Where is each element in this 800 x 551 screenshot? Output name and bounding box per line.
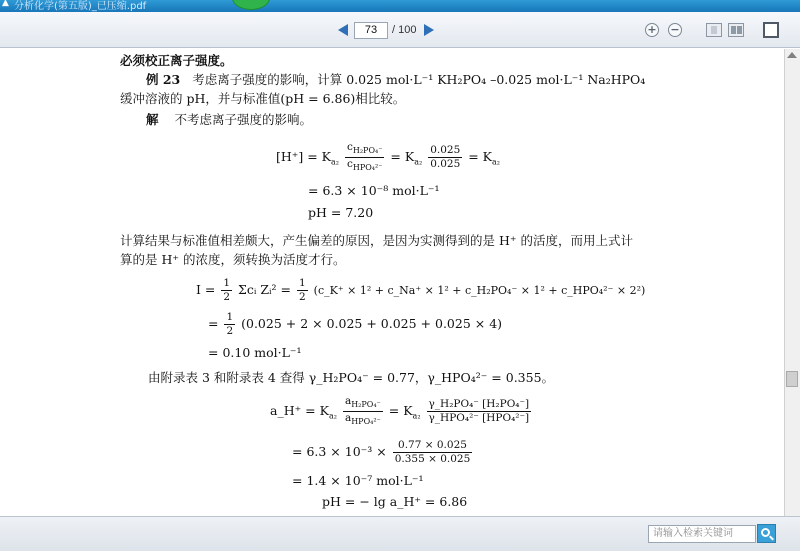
paragraph-2: 算的是 H⁺ 的浓度，须转换为活度才行。: [120, 252, 346, 267]
eq5-half-fraction: $\frac{1}{2}$: [226, 311, 234, 337]
eq8-left: = 6.3 × 10⁻³ ×: [292, 444, 391, 459]
paragraph-1: 计算结果与标准值相差颇大，产生偏差的原因，是因为实测得到的是 H⁺ 的活度，而用上式计: [120, 233, 633, 248]
eq4-left: I =: [196, 282, 220, 297]
eq7-mid: = K: [388, 403, 413, 419]
page-number-input[interactable]: 73: [354, 22, 388, 39]
eq8-fraction: [393, 439, 473, 466]
eq7-den: γ_HPO₄²⁻ [HPO₄²⁻]: [428, 412, 530, 425]
eq1-num: 0.025: [430, 144, 461, 157]
toolbar: [0, 12, 800, 48]
eq1-right: = K: [468, 149, 493, 165]
eq5-rest: (0.025 + 2 × 0.025 + 0.025 + 0.025 × 4): [241, 316, 503, 331]
eq1-mid: = K: [390, 149, 415, 165]
eq7-left: a_H⁺ = K: [270, 403, 329, 419]
window-title: 分析化学(第五版)_已压缩.pdf: [14, 1, 147, 12]
eq7-gamma-fraction: [427, 398, 532, 425]
equation-5: = $\frac{1}{2}$ (0.025 + 2 × 0.025 + 0.025 + 0.025 × 4): [208, 311, 503, 337]
search-button[interactable]: [757, 524, 776, 543]
equation-7: a_H⁺ = $K_{a_2}$ $\frac{a_{H_2PO_4^-}}{a_{HPO_4^{2-}}}$ = $K_{a_2}$ $\frac{\text{γ\_H₂PO₄⁻ [H₂PO₄⁻]}}{\text{γ\_HPO₄²⁻ [HPO₄²⁻]}}$: [270, 395, 530, 427]
page-total: / 100: [392, 24, 417, 36]
eq4-rest: (c_K⁺ × 1² + c_Na⁺ × 1² + c_H₂PO₄⁻ × 1² + c_HPO₄²⁻ × 2²): [313, 284, 646, 297]
example-label: 例 23: [146, 72, 181, 87]
next-page-icon[interactable]: [424, 24, 434, 36]
paragraph-3: 由附录表 3 和附录表 4 查得 γ_H₂PO₄⁻ = 0.77，γ_HPO₄²⁻ = 0.355。: [148, 370, 555, 385]
eq1-value-fraction: [428, 144, 462, 171]
eq7-num: γ_H₂PO₄⁻ [H₂PO₄⁻]: [428, 398, 530, 411]
eq7-activity-fraction: $\frac{a_{H_2PO_4^-}}{a_{HPO_4^{2-}}}$: [344, 395, 381, 427]
example-line-1: [146, 70, 645, 88]
solution-line: [146, 110, 312, 128]
fit-page-icon[interactable]: [763, 22, 779, 38]
doc-line-1: 必须校正离子强度。: [120, 53, 233, 68]
zoom-out-icon[interactable]: −: [668, 23, 682, 37]
document-page: [0, 49, 784, 516]
eq4-half-fraction-2: $\frac{1}{2}$: [299, 277, 306, 303]
eq1-conc-fraction: $\frac{c_{H_2PO_4^-}}{c_{HPO_4^{2-}}}$: [346, 141, 383, 173]
eq4-sum: Σcᵢ Zᵢ² =: [238, 282, 295, 297]
eq1-den: 0.025: [430, 158, 461, 171]
equation-10: pH = − lg a_H⁺ = 6.86: [322, 494, 468, 509]
equation-6: = 0.10 mol·L⁻¹: [208, 345, 302, 360]
equation-4: [196, 277, 645, 304]
vertical-scrollbar[interactable]: [784, 49, 800, 516]
search-input[interactable]: 请输入检索关键词: [648, 525, 756, 543]
eq8-den: 0.355 × 0.025: [394, 453, 471, 465]
scroll-up-icon[interactable]: [787, 52, 797, 58]
equation-8: [292, 439, 474, 466]
status-indicator: [232, 0, 270, 10]
double-page-view-icon[interactable]: [728, 23, 744, 37]
eq4-den: 2: [223, 291, 231, 303]
single-page-view-icon[interactable]: [706, 23, 722, 37]
eq8-num: 0.77 × 0.025: [393, 439, 473, 453]
zoom-in-icon[interactable]: +: [645, 23, 659, 37]
title-bar: [0, 0, 800, 12]
prev-page-icon[interactable]: [338, 24, 348, 36]
example-line-2: 缓冲溶液的 pH，并与标准值(pH = 6.86)相比较。: [120, 91, 406, 106]
equation-3: pH = 7.20: [308, 205, 374, 220]
equation-2: = 6.3 × 10⁻⁸ mol·L⁻¹: [308, 183, 440, 198]
eq4-num: 1: [223, 277, 231, 289]
solution-label: 解: [146, 112, 159, 127]
eq4-half-fraction: [221, 277, 232, 304]
equation-1: $[H^+] = K_{a_2}$ $\frac{c_{H_2PO_4^-}}{c_{HPO_4^{2-}}}$ = $K_{a_2}$ $\frac{0.025}{0.025}$ = $K_{a_2}$: [276, 141, 501, 173]
app-icon: ▲: [2, 0, 9, 8]
equation-9: = 1.4 × 10⁻⁷ mol·L⁻¹: [292, 473, 424, 488]
example-text: 考虑离子强度的影响，计算 0.025 mol·L⁻¹ KH₂PO₄ –0.025 mol·L⁻¹ Na₂HPO₄: [192, 72, 646, 87]
eq1-left: [H⁺] = K: [276, 149, 332, 165]
solution-text: 不考虑离子强度的影响。: [174, 112, 313, 127]
scrollbar-thumb[interactable]: [786, 371, 798, 387]
